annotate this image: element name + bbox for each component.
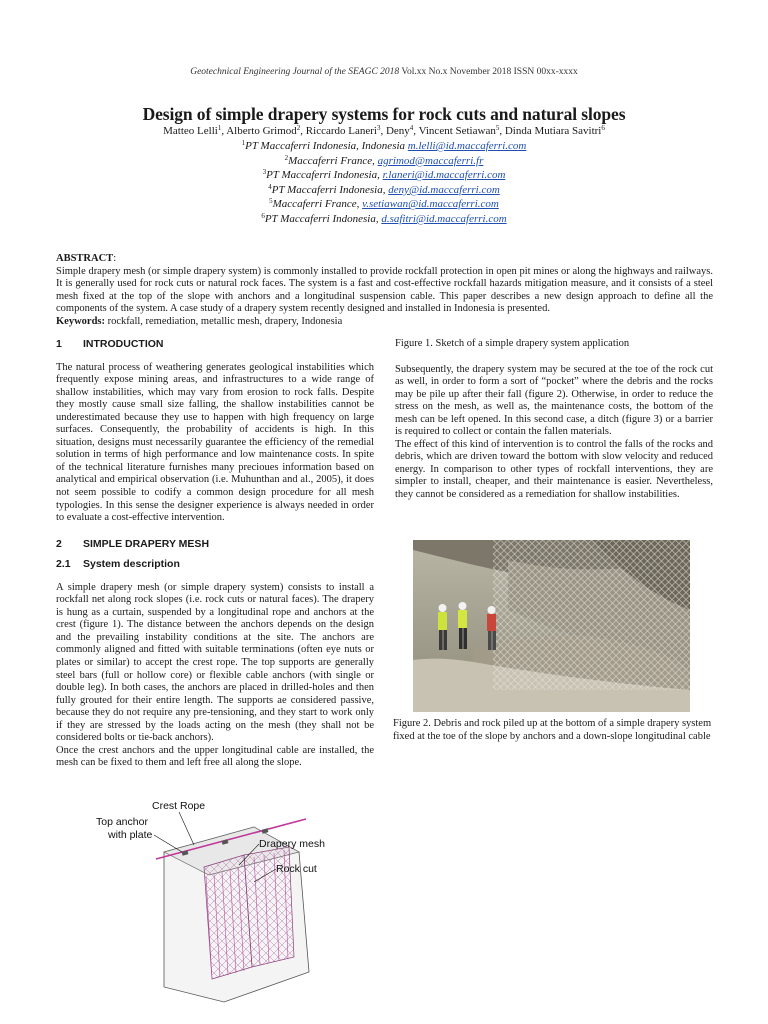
leader-crest-rope: [179, 812, 194, 845]
leader-top-anchor: [154, 835, 182, 852]
section-heading-introduction: 1 INTRODUCTION: [56, 338, 164, 350]
abstract-label: ABSTRACT: [56, 253, 114, 264]
system-description-paragraph-2: Once the crest anchors and the upper longitudinal cable are installed, the mesh can be fixed to them and left free all along the slope.: [56, 744, 374, 769]
subsection-heading-system-description: 2.1 System description: [56, 558, 180, 571]
author: Deny$^4$,: [385, 124, 419, 137]
label-with-plate: with plate: [108, 829, 153, 841]
email-link[interactable]: d.safitri@id.maccaferri.com: [381, 212, 507, 225]
author: Vincent Setiawan$^5$,: [418, 124, 505, 137]
email-link[interactable]: agrimod@maccaferri.fr: [377, 154, 484, 167]
affiliation: $^2$Maccaferri France, agrimod@maccaferri.fr: [284, 153, 484, 167]
email-link[interactable]: m.lelli@id.maccaferri.com: [407, 140, 527, 152]
figure2-photo: [413, 540, 690, 712]
affiliation-list: [0, 139, 768, 227]
mesh-overlay: [493, 540, 690, 690]
section-heading-simple-drapery-mesh: 2 SIMPLE DRAPERY MESH: [56, 537, 210, 550]
email-link[interactable]: deny@id.maccaferri.com: [388, 183, 500, 196]
keywords-line: Keywords: rockfall, remediation, metallic mesh, drapery, Indonesia: [56, 315, 343, 327]
paper-title: Design of simple drapery systems for rock cuts and natural slopes: [142, 104, 626, 124]
affiliation: $^3$PT Maccaferri Indonesia, r.laneri@id.maccaferri.com: [262, 168, 506, 182]
abstract-text: Simple drapery mesh (or simple drapery system) is commonly installed to provide rockfall protection in open pit mines or along the highways and railways. It is generally used for rock cuts or natural rock faces. The system is a fast and cost-effective rockfall hazards mitigation measure, and it consists of a steel mesh fixed at the top of the slope with anchors and a longitudinal suspension cable. This paper describes a new design approach to define all the components of the system. A case study of a drapery system recently designed and installed in Indonesia is presented.: [56, 265, 713, 315]
journal-name: Geotechnical Engineering Journal of the SEAGC 2018: [190, 67, 400, 77]
system-description-paragraph: A simple drapery mesh (or simple drapery system) consists to install a rockfall net along rock slopes (i.e. rock cuts or natural faces). The drapery is hung as a curtain, suspended by a longitudinal rope and anchors at the crest (figure 1). The distance between the anchors depends on the design and the prevailing instability conditions at the site. The anchors are commonly aligned and fitted with suitable terminations (often eye nuts or plates or similar) to accept the crest rope. The top supports are generally steel bars (full or hollow core) or flexible cable anchors (with single or double leg). In both cases, the anchors are placed in drilled-holes and then fully grouted for their entire length. The supports ae considered passive, because they do not require any pre-tensioning, and they start to work only if they are stressed by the loads acting on the mesh (they shall not be considered bolts or tie-back anchors).: [56, 581, 374, 744]
author-list: [0, 125, 768, 137]
author: Matteo Lelli$^1$,: [163, 124, 227, 137]
journal-header: [0, 67, 768, 77]
label-rock-cut: Rock cut: [276, 863, 317, 875]
figure2-caption: Figure 2. Debris and rock piled up at the bottom of a simple drapery system fixed at the toe of the slope by anchors and a down-slope longitudinal cable: [393, 718, 712, 742]
author: Riccardo Laneri$^3$,: [305, 124, 386, 137]
intro-paragraph: The natural process of weathering generates geological instabilities which frequently expose mining areas, and infrastructures to a wide range of shallow instabilities, which may vary from erosion to rock falls. Despite they mostly cause small size falling, the shallow instabilities cannot be underestimated because they use to happen with high frequency on large surfaces. Consequently, the probability of accidents is high. In this situation, designs must necessarily guarantee the efficiency of the remedial solution in terms of high performance and low maintenance costs. In spite of the technical literature furnishes many precioues information based on analytical and empirical observation (i.e. Muhunthan and al., 2005), it does not seem possible to codify a common design procedure for all mesh typologies. In this sense the designer experience is always needed in order to evaluate a cost-effective intervention.: [56, 361, 374, 524]
affiliation: $^6$PT Maccaferri Indonesia, d.safitri@id.maccaferri.com: [261, 211, 507, 225]
label-crest-rope: Crest Rope: [152, 800, 206, 812]
left-column: [56, 338, 374, 770]
email-link[interactable]: v.setiawan@id.maccaferri.com: [362, 198, 499, 211]
right-column: [395, 338, 713, 502]
label-drapery-mesh: Drapery mesh: [259, 838, 325, 850]
journal-issue: Vol.xx No.x November 2018 ISSN 00xx-xxxx: [399, 67, 578, 77]
author: Dinda Mutiara Savitri$^6$: [504, 124, 605, 137]
affiliation: $^1$PT Maccaferri Indonesia, Indonesia m.lelli@id.maccaferri.com: [241, 139, 527, 152]
abstract-block: ABSTRACT: Simple drapery mesh (or simple drapery system) is commonly installed to provide rockfall protection in open pit mines or along the highways and railways. It is generally used for rock cuts or natural rock faces. The system is a fast and cost-effective rockfall hazards mitigation measure, and it consists of a steel mesh fixed at the top of the slope with anchors and a longitudinal suspension cable. This paper describes a new design approach to define all the components of the system. A case study of a drapery system recently designed and installed in Indonesia is presented. Keywords: rockfall, remediation, metallic mesh, drapery, Indonesia: [56, 253, 713, 327]
affiliation: $^4$PT Maccaferri Indonesia, deny@id.maccaferri.com: [268, 182, 500, 196]
affiliation: $^5$Maccaferri France, v.setiawan@id.maccaferri.com: [269, 197, 499, 211]
figure1-sketch: [94, 797, 344, 1012]
author: Alberto Grimod$^2$,: [226, 124, 306, 137]
email-link[interactable]: r.laneri@id.maccaferri.com: [382, 169, 506, 182]
right-paragraph: Subsequently, the drapery system may be secured at the toe of the rock cut as well, in order to form a sort of “pocket” where the debris and the rocks may be pile up after their fall (figure 2). Otherwise, in order to reduce the stress on the mesh, as well as, the maintenance costs, the bottom of the mesh can be left opened. In this second case, a ditch (figure 3) or a barrier is required to collect or contain the fallen materials.: [395, 363, 713, 438]
right-paragraph-2: The effect of this kind of intervention is to control the falls of the rocks and debris, which are driven toward the bottom with slow velocity and reduced energy. In comparison to other types of rockfall interventions, they are simpler to install, cheaper, and their maintenance is easier. Nevertheless, they cannot be considered as a remediation for shallow instabilities.: [395, 438, 713, 501]
label-top-anchor: Top anchor: [96, 816, 148, 828]
figure1-caption: Figure 1. Sketch of a simple drapery system application: [395, 338, 630, 349]
